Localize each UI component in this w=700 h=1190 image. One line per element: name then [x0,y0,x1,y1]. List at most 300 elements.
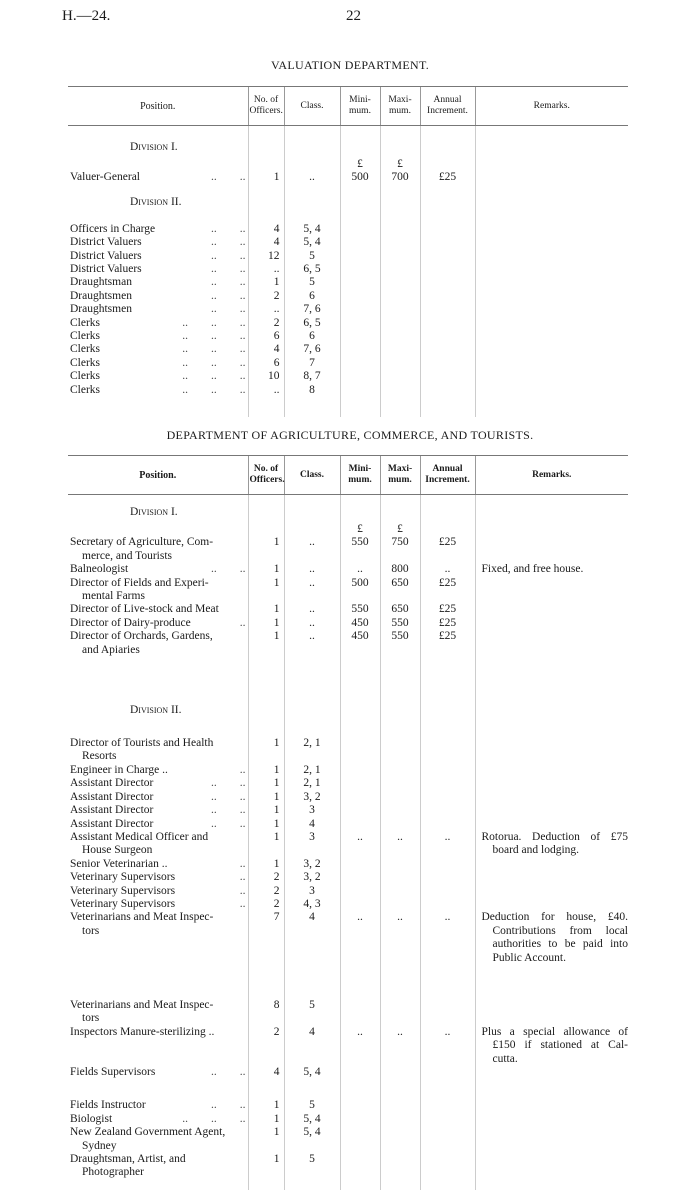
position-name [70,885,246,898]
officers-count: 8 [273,998,280,1011]
table-row [68,818,628,831]
maximum-salary: 650 [391,576,409,589]
cell-remarks [475,804,628,817]
cell-increment [420,818,475,831]
cell-officers [248,603,284,616]
class-value: 7 [309,356,315,369]
position-text: Secretary of Agriculture, Com- [70,536,214,549]
cell-class [284,1113,340,1126]
cell-maximum [380,965,420,1026]
cell-minimum [340,495,380,520]
position-text: Clerks [70,383,101,396]
dot-leader: .. .. [211,289,246,302]
class-value: .. [309,630,315,643]
cell-maximum [380,290,420,303]
table-row [68,791,628,804]
cell-class [284,330,340,343]
officers-count: 1 [273,857,280,870]
officers-count: 1 [273,563,280,576]
table-row [68,330,628,343]
position-text: Clerks [70,343,101,356]
position-text: Director of Orchards, Gardens, [70,630,213,643]
cell-maximum [380,495,420,520]
cell-officers [248,154,284,171]
table-row [68,276,628,289]
cell-class [284,871,340,884]
minimum-salary: .. [357,830,363,843]
cell-remarks [475,250,628,263]
table-row [68,617,628,630]
cell-remarks [475,818,628,831]
cell-officers [248,885,284,898]
cell-increment [420,617,475,630]
cell-officers [248,209,284,236]
cell-maximum [380,370,420,383]
cell-minimum [340,1113,380,1126]
annual-increment: £25 [438,603,457,616]
cell-maximum [380,603,420,616]
cell-position [68,357,248,370]
cell-position [68,1113,248,1126]
cell-maximum [380,276,420,289]
maximum-salary: .. [397,830,403,843]
officers-count: 1 [273,1126,280,1139]
cell-maximum [380,898,420,911]
dot-leader: .. [239,763,246,776]
cell-class [284,1079,340,1112]
officers-count: 2 [273,1025,280,1038]
position-text: Fields Supervisors [70,1066,156,1078]
cell-remarks [475,236,628,249]
cell-officers [248,617,284,630]
cell-class [284,317,340,330]
dot-leader: .. .. .. [182,356,246,369]
cell-officers [248,330,284,343]
officers-count: 1 [273,790,280,803]
class-value: 3 [309,884,315,897]
cell-position [68,831,248,858]
cell-class [284,1153,340,1180]
class-value: 5 [309,249,315,262]
cell-increment [420,911,475,965]
dot-leader: .. .. .. [182,370,246,383]
cell-remarks [475,965,628,1026]
pound-sign-minimum: £ [357,523,363,535]
pound-sign-maximum: £ [397,523,403,535]
cell-officers [248,276,284,289]
spacer-cell [248,397,284,417]
officers-count: 7 [273,911,280,924]
cell-remarks [475,717,628,764]
officers-count: 2 [273,871,280,884]
cell-position [68,536,248,563]
position-name [70,1153,246,1166]
cell-position [68,1126,248,1153]
cell-officers [248,831,284,858]
header-row [68,456,628,495]
cell-class [284,885,340,898]
dot-leader: .. .. [211,263,246,276]
class-value: 8, 7 [303,370,321,383]
table-title-valuation: VALUATION DEPARTMENT. [270,58,430,72]
cell-increment [420,1026,475,1066]
column-header-officers: No. of Officers. [248,87,284,126]
position-name [70,250,246,263]
class-value: 7, 6 [303,343,321,356]
position-continuation: Resorts [82,750,117,763]
class-value: 5, 4 [303,1112,321,1125]
officers-count: .. [273,263,280,276]
cell-remarks [475,536,628,563]
class-value: 5, 4 [303,1066,321,1078]
dot-leader: .. .. [211,236,246,249]
table-row [68,1153,628,1180]
cell-class [284,126,340,155]
cell-increment [420,577,475,604]
cell-position [68,1066,248,1079]
cell-maximum [380,764,420,777]
cell-class [284,804,340,817]
cell-class [284,236,340,249]
cell-position [68,1026,248,1066]
cell-increment [420,185,475,209]
position-name [70,871,246,884]
cell-increment [420,603,475,616]
column-header-minimum: Mini-mum. [340,456,380,495]
cell-position [68,276,248,289]
annual-increment: £25 [438,576,457,589]
cell-remarks [475,764,628,777]
position-text: Fields Instructor [70,1099,146,1112]
cell-maximum [380,126,420,155]
cell-class [284,303,340,316]
cell-class [284,831,340,858]
cell-minimum [340,777,380,790]
cell-increment [420,1079,475,1112]
cell-maximum [380,617,420,630]
cell-officers [248,630,284,657]
minimum-salary: 500 [351,576,369,589]
cell-officers [248,871,284,884]
cell-class [284,563,340,576]
cell-increment [420,871,475,884]
officers-count: 4 [273,236,280,249]
position-name [70,777,246,790]
minimum-salary: 550 [351,536,369,549]
class-value: .. [309,536,315,549]
position-text: Draughtsman [70,276,132,289]
cell-maximum [380,519,420,536]
position-name [70,858,246,871]
cell-minimum [340,171,380,184]
cell-class [284,577,340,604]
column-header-maximum: Maxi-mum. [380,87,420,126]
position-text: Director of Dairy-produce [70,616,191,629]
cell-minimum [340,871,380,884]
cell-minimum [340,563,380,576]
cell-increment [420,1153,475,1180]
position-text: Draughtsmen [70,289,132,302]
cell-position [68,965,248,1026]
maximum-salary: .. [397,1025,403,1038]
cell-minimum [340,630,380,657]
position-name [70,290,246,303]
division-heading-row [68,657,628,717]
cell-remarks [475,617,628,630]
position-name [70,617,246,630]
cell-class [284,630,340,657]
position-name [70,370,246,383]
cell-officers [248,171,284,184]
cell-officers [248,898,284,911]
cell-maximum [380,303,420,316]
officers-count: 1 [273,603,280,616]
maximum-salary: 650 [391,603,409,616]
cell-maximum [380,357,420,370]
cell-maximum [380,1026,420,1066]
position-text: Assistant Director [70,777,154,790]
class-value: .. [309,171,315,184]
cell-remarks [475,303,628,316]
officers-count: 2 [273,316,280,329]
position-name [70,804,246,817]
cell-minimum [340,657,380,717]
class-value: 3, 2 [303,871,321,884]
position-name [70,236,246,249]
cell-class [284,911,340,965]
dot-leader: .. .. .. [182,330,246,343]
cell-remarks [475,171,628,184]
spacer-cell [340,397,380,417]
dot-leader: .. .. [211,804,246,817]
annual-increment: .. [444,1025,451,1038]
cell-officers [248,1126,284,1153]
cell-class [284,276,340,289]
cell-remarks [475,126,628,155]
cell-maximum [380,858,420,871]
cell-increment [420,717,475,764]
position-name [70,630,246,643]
cell-maximum [380,777,420,790]
cell-officers [248,577,284,604]
cell-remarks [475,858,628,871]
position-text: Draughtsman, Artist, and [70,1153,186,1166]
valuation-department-table [68,86,628,417]
cell-remarks [475,276,628,289]
header-row [68,87,628,126]
class-value: 3, 2 [303,790,321,803]
minimum-salary: 500 [351,171,369,184]
cell-increment [420,563,475,576]
officers-count: 2 [273,897,280,910]
column-header-maximum: Maxi-mum. [380,456,420,495]
class-value: 2, 1 [303,763,321,776]
cell-maximum [380,818,420,831]
cell-class [284,357,340,370]
maximum-salary: .. [397,911,403,924]
position-text: Veterinarians and Meat Inspec- [70,998,214,1011]
class-value: 6, 5 [303,263,321,276]
cell-officers [248,536,284,563]
cell-remarks [475,563,628,576]
class-value: .. [309,603,315,616]
cell-minimum [340,303,380,316]
class-value: 5, 4 [303,1126,321,1139]
officers-count: 10 [268,370,280,383]
position-text: Veterinarians and Meat Inspec- [70,911,214,924]
division-heading: Division II. [130,195,182,208]
cell-position [68,791,248,804]
cell-increment [420,536,475,563]
cell-officers [248,717,284,764]
cell-remarks [475,185,628,209]
position-name [70,791,246,804]
cell-officers [248,818,284,831]
table-row [68,357,628,370]
annual-increment: .. [444,830,451,843]
position-continuation: merce, and Tourists [82,549,173,562]
cell-class [284,250,340,263]
officers-count: 1 [273,630,280,643]
cell-maximum [380,871,420,884]
cell-maximum [380,250,420,263]
cell-position [68,1079,248,1112]
class-value: 5, 4 [303,222,321,235]
division-heading-row [68,495,628,520]
cell-minimum [340,290,380,303]
annual-increment: .. [444,911,451,924]
position-text: New Zealand Government Agent, [70,1126,226,1139]
cell-minimum [340,617,380,630]
position-name [70,563,246,576]
table-row [68,630,628,657]
cell-position [68,804,248,817]
cell-minimum [340,154,380,171]
annual-increment: £25 [438,536,457,549]
cell-remarks [475,577,628,604]
cell-position [68,303,248,316]
cell-minimum [340,717,380,764]
dot-leader: .. .. .. [182,1112,246,1125]
class-value: 7, 6 [303,303,321,316]
cell-class [284,154,340,171]
class-value: 3 [309,804,315,817]
cell-remarks [475,290,628,303]
cell-remarks [475,154,628,171]
class-value: 4 [309,1025,315,1038]
pound-sign-minimum: £ [357,158,363,170]
position-name [70,898,246,911]
cell-increment [420,317,475,330]
position-name [70,303,246,316]
dot-leader: .. .. [211,222,246,235]
table-row [68,263,628,276]
cell-class [284,1126,340,1153]
cell-maximum [380,630,420,657]
cell-class [284,171,340,184]
cell-maximum [380,343,420,356]
cell-remarks [475,317,628,330]
position-continuation: House Surgeon [82,844,153,857]
cell-minimum [340,250,380,263]
position-text: Veterinary Supervisors [70,884,176,897]
cell-class [284,858,340,871]
officers-count: .. [273,303,280,316]
cell-position [68,343,248,356]
table-row [68,236,628,249]
spacer-cell [380,397,420,417]
cell-class [284,657,340,717]
class-value: 6 [309,330,315,343]
cell-maximum [380,831,420,858]
spacer-cell [68,1180,248,1190]
dot-leader: .. .. [211,777,246,790]
cell-minimum [340,858,380,871]
cell-officers [248,303,284,316]
cell-class [284,370,340,383]
officers-count: 1 [273,830,280,843]
cell-class [284,777,340,790]
cell-position [68,777,248,790]
class-value: 3, 2 [303,857,321,870]
cell-class [284,536,340,563]
cell-officers [248,965,284,1026]
class-value: 5, 4 [303,236,321,249]
cell-officers [248,657,284,717]
cell-maximum [380,1113,420,1126]
cell-increment [420,777,475,790]
position-text: Inspectors Manure-sterilizing .. [70,1025,215,1038]
cell-increment [420,126,475,155]
cell-increment [420,343,475,356]
table-row [68,717,628,764]
cell-position [68,911,248,965]
position-name [70,831,246,844]
cell-increment [420,236,475,249]
cell-remarks [475,330,628,343]
cell-minimum [340,519,380,536]
cell-maximum [380,911,420,965]
class-value: 4 [309,911,315,924]
cell-class [284,965,340,1026]
position-text: Assistant Director [70,790,154,803]
position-name [70,357,246,370]
table-row [68,343,628,356]
cell-minimum [340,384,380,397]
cell-increment [420,1066,475,1079]
position-continuation: mental Farms [82,590,145,603]
cell-remarks [475,1079,628,1112]
column-header-class: Class. [284,87,340,126]
cell-maximum [380,657,420,717]
officers-count: 6 [273,330,280,343]
table-row [68,370,628,383]
cell-officers [248,263,284,276]
cell-minimum [340,536,380,563]
cell-class [284,898,340,911]
cell-position [68,384,248,397]
position-name [70,1066,246,1079]
cell-officers [248,911,284,965]
cell-class [284,717,340,764]
cell-officers [248,357,284,370]
cell-officers [248,519,284,536]
minimum-salary: 450 [351,630,369,643]
cell-maximum [380,236,420,249]
cell-position [68,185,248,209]
cell-minimum [340,898,380,911]
class-value: 4 [309,817,315,830]
